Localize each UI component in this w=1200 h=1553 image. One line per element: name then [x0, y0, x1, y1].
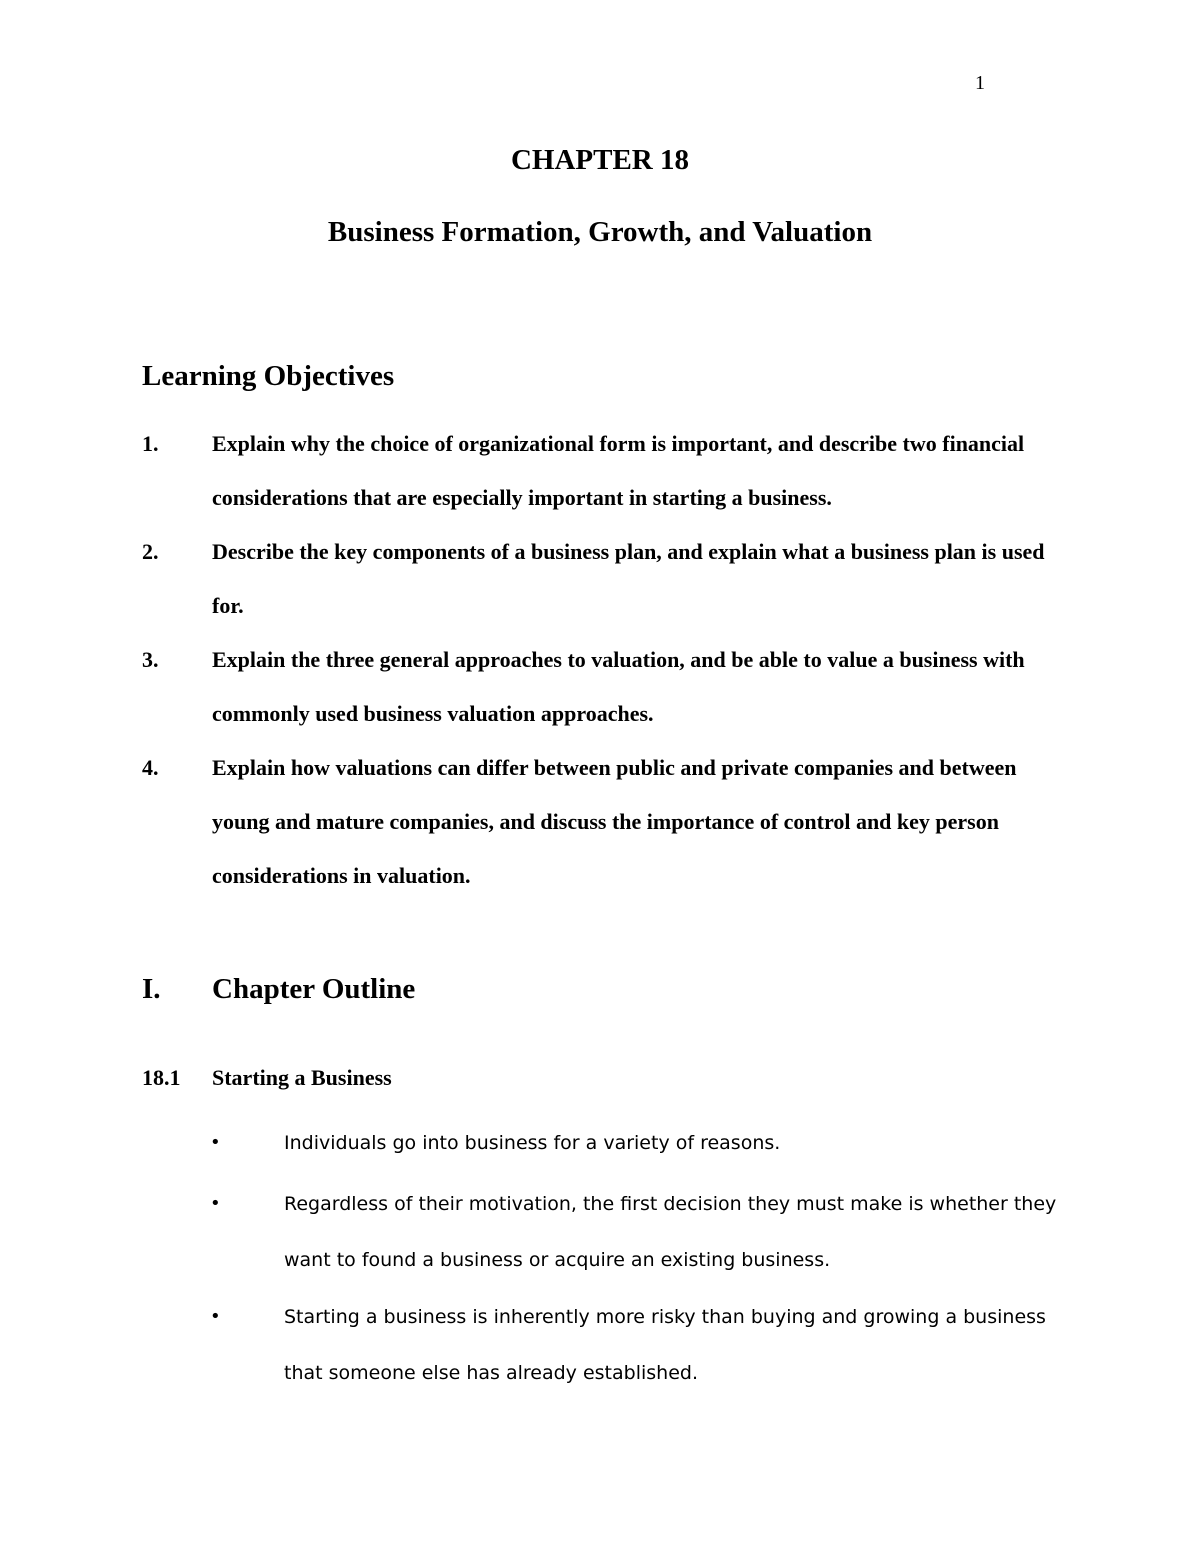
learning-objective-item	[142, 525, 1062, 633]
learning-objective-item	[142, 633, 1062, 741]
objective-text: Explain how valuations can differ between public and private companies and between young and mature companies, and discuss the importance of control and key person considerations in valuation.	[212, 755, 1017, 888]
outline-roman-numeral: I.	[142, 973, 161, 1005]
bullet-text: Regardless of their motivation, the first decision they must make is whether they want to found a business or acquire an existing business.	[284, 1193, 1057, 1271]
objective-number: 1.	[142, 431, 159, 456]
section-number: 18.1	[142, 1065, 181, 1090]
bullet-icon: •	[210, 1132, 221, 1153]
bullet-list-item	[210, 1115, 1060, 1171]
learning-objective-item	[142, 417, 1062, 525]
bullet-list-item	[210, 1289, 1060, 1401]
objective-number: 3.	[142, 647, 159, 672]
learning-objectives-heading: Learning Objectives	[142, 360, 395, 392]
chapter-title: Business Formation, Growth, and Valuation	[327, 216, 873, 248]
bullet-list-item	[210, 1176, 1060, 1288]
page-number: 1	[975, 72, 985, 94]
section-title: Starting a Business	[212, 1065, 392, 1090]
objective-text: Describe the key components of a business plan, and explain what a business plan is used for.	[212, 539, 1045, 618]
bullet-text: Starting a business is inherently more risky than buying and growing a business that someone else has already established.	[284, 1306, 1046, 1384]
objective-number: 2.	[142, 539, 159, 564]
objective-number: 4.	[142, 755, 159, 780]
objective-text: Explain the three general approaches to valuation, and be able to value a business with commonly used business valuation approaches.	[212, 647, 1025, 726]
outline-heading-text: Chapter Outline	[212, 973, 416, 1005]
bullet-icon: •	[210, 1306, 221, 1327]
bullet-icon: •	[210, 1193, 221, 1214]
bullet-text: Individuals go into business for a variety of reasons.	[284, 1132, 781, 1154]
objective-text: Explain why the choice of organizational form is important, and describe two financial considerations that are especially important in starting a business.	[212, 431, 1025, 510]
chapter-heading: CHAPTER 18	[510, 144, 690, 176]
learning-objective-item	[142, 741, 1062, 903]
